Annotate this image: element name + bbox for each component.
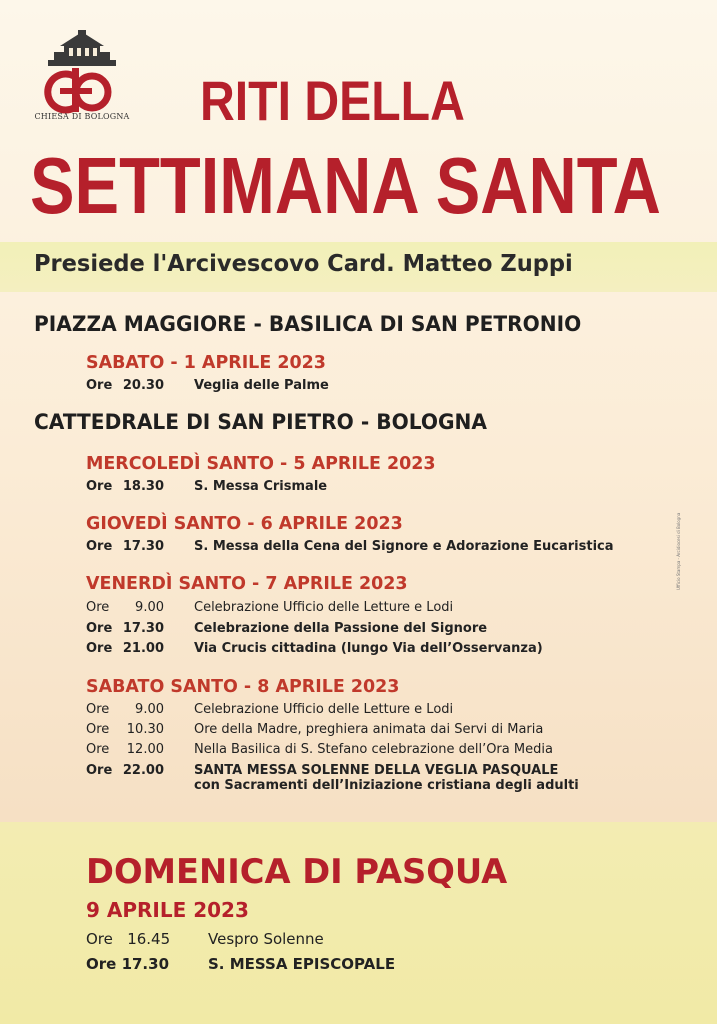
schedule-row: Ore 21.00 Via Crucis cittadina (lungo Via dell’Osservanza) bbox=[86, 641, 543, 656]
pasqua-title: DOMENICA DI PASQUA bbox=[86, 852, 508, 892]
schedule-row: Ore 17.30 Celebrazione della Passione del Signore bbox=[86, 621, 488, 636]
schedule-row: Ore 17.30 S. MESSA EPISCOPALE bbox=[86, 955, 396, 973]
schedule-row: Ore 22.00 SANTA MESSA SOLENNE DELLA VEGLIA PASQUALE con Sacramenti dell’Iniziazione cristiana degli adulti bbox=[86, 763, 579, 793]
schedule-row: Ore 12.00 Nella Basilica di S. Stefano celebrazione dell’Ora Media bbox=[86, 742, 553, 757]
schedule-row: Ore 9.00 Celebrazione Ufficio delle Letture e Lodi bbox=[86, 702, 454, 717]
day-heading: VENERDÌ SANTO - 7 APRILE 2023 bbox=[86, 573, 408, 594]
credit-text: Ufficio Stampa - Arcidiocesi di Bologna bbox=[676, 512, 681, 590]
schedule-row: Ore 9.00 Celebrazione Ufficio delle Letture e Lodi bbox=[86, 600, 454, 615]
day-heading: SABATO - 1 APRILE 2023 bbox=[86, 352, 326, 373]
location-heading: PIAZZA MAGGIORE - BASILICA DI SAN PETRONIO bbox=[34, 312, 582, 336]
location-heading: CATTEDRALE DI SAN PIETRO - BOLOGNA bbox=[34, 410, 487, 434]
church-icon bbox=[48, 30, 116, 66]
day-heading: SABATO SANTO - 8 APRILE 2023 bbox=[86, 676, 400, 697]
title-line-1: RITI DELLA bbox=[200, 69, 465, 132]
presiede-line: Presiede l'Arcivescovo Card. Matteo Zuppi bbox=[34, 251, 573, 277]
schedule-row: Ore 16.45 Vespro Solenne bbox=[86, 930, 324, 948]
title-line-2: SETTIMANA SANTA bbox=[30, 141, 661, 230]
schedule-row: Ore 18.30 S. Messa Crismale bbox=[86, 479, 328, 494]
schedule-row: Ore 20.30 Veglia delle Palme bbox=[86, 378, 329, 393]
schedule-row: Ore 10.30 Ore della Madre, preghiera animata dai Servi di Maria bbox=[86, 722, 544, 737]
day-heading: MERCOLEDÌ SANTO - 5 APRILE 2023 bbox=[86, 453, 436, 474]
logo-caption: CHIESA DI BOLOGNA bbox=[34, 112, 130, 121]
pasqua-date: 9 APRILE 2023 bbox=[86, 898, 249, 922]
schedule-row: Ore 17.30 S. Messa della Cena del Signore e Adorazione Eucaristica bbox=[86, 539, 614, 554]
day-heading: GIOVEDÌ SANTO - 6 APRILE 2023 bbox=[86, 513, 403, 534]
